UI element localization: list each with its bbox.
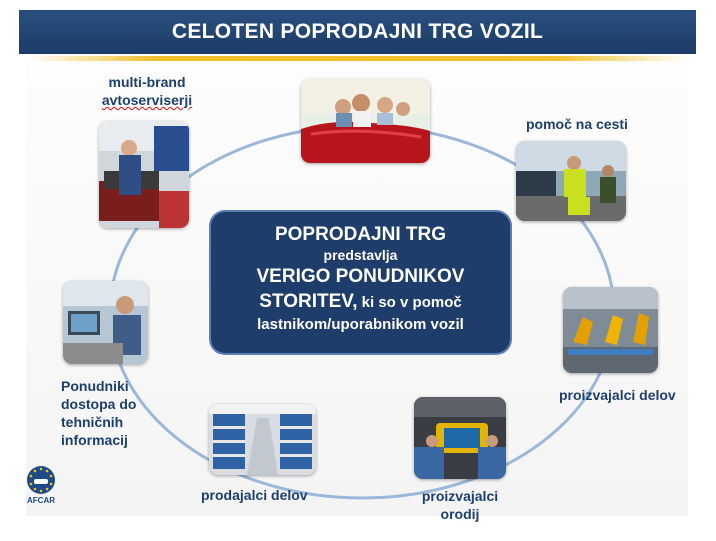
diagnostic-tool-photo — [414, 397, 506, 479]
computer-user-photo — [63, 281, 148, 364]
factory-robots-photo — [563, 287, 658, 373]
center-line4 — [211, 290, 510, 315]
label-parts-makers: proizvajalci delov — [559, 387, 676, 403]
afcar-logo — [23, 465, 59, 505]
center-box — [211, 212, 510, 353]
center-line1: POPRODAJNI TRG — [274, 224, 447, 245]
label-tool-makers-line2: orodij — [440, 506, 480, 522]
label-info-providers — [61, 377, 161, 449]
label-multibrand — [97, 73, 197, 109]
label-info-providers-line2: dostopa do — [61, 396, 137, 412]
label-parts-sellers: prodajalci delov — [201, 487, 308, 503]
center-line4-small: ki so v pomoč — [357, 294, 462, 311]
center-line4-big: STORITEV, — [259, 291, 358, 312]
label-roadside: pomoč na cesti — [526, 116, 628, 132]
center-line5: lastnikom/uporabnikom vozil — [257, 316, 464, 333]
page-title: CELOTEN POPRODAJNI TRG VOZIL — [171, 20, 544, 43]
label-info-providers-line4: informacij — [61, 432, 128, 448]
label-info-providers-line1: Ponudniki — [61, 378, 129, 394]
center-line2: predstavlja — [323, 247, 398, 263]
label-multibrand-line1: multi-brand — [108, 74, 186, 90]
warehouse-photo — [209, 404, 316, 475]
convertible-car-photo — [301, 79, 430, 163]
label-tool-makers-line1: proizvajalci — [421, 488, 499, 504]
label-tool-makers — [412, 487, 508, 523]
svg-text:AFCAR: AFCAR — [27, 496, 55, 505]
mechanic-photo — [99, 121, 189, 228]
center-line3: VERIGO PONUDNIKOV — [256, 266, 465, 287]
label-info-providers-line3: tehničnih — [61, 414, 124, 430]
roadside-assistance-photo — [516, 141, 626, 221]
label-multibrand-line2: avtoserviserji — [101, 92, 193, 108]
